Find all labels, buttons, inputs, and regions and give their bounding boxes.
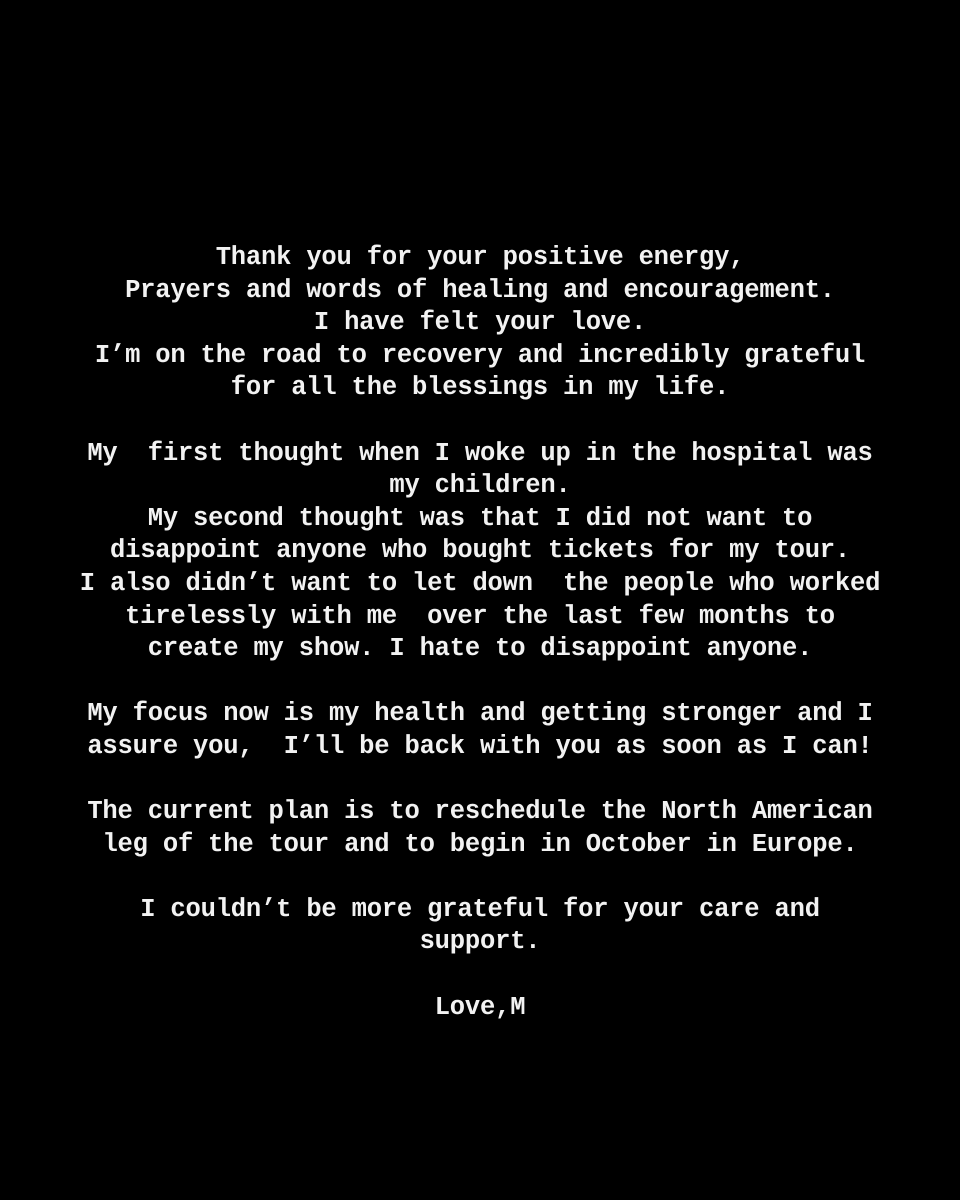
paragraph-focus: [0, 698, 960, 763]
text-line: The current plan is to reschedule the North American: [87, 797, 873, 827]
paragraph-gratitude: [0, 894, 960, 959]
paragraph-hospital: [0, 438, 960, 666]
statement-text: [0, 242, 960, 1057]
text-line: I’m on the road to recovery and incredibly grateful: [94, 340, 866, 370]
signature-text: Love,M: [434, 992, 526, 1022]
text-line: My first thought when I woke up in the hospital was: [87, 438, 873, 468]
text-line: I couldn’t be more grateful for your care and: [140, 894, 820, 924]
text-line: My second thought was that I did not want to: [147, 503, 813, 533]
text-line: Thank you for your positive energy,: [215, 243, 745, 272]
text-line: disappoint anyone who bought tickets for my tour.: [109, 536, 851, 566]
text-line: for all the blessings in my life.: [230, 373, 730, 403]
signature: [0, 992, 960, 1025]
text-line: create my show. I hate to disappoint anyone.: [147, 634, 813, 664]
text-line: I also didn’t want to let down the people who worked: [79, 568, 881, 598]
paragraph-thanks: [0, 242, 960, 405]
text-line: Prayers and words of healing and encouragement.: [125, 275, 835, 305]
text-line: assure you, I’ll be back with you as soon as I can!: [87, 731, 873, 761]
paragraph-tour-plan: [0, 796, 960, 861]
text-line: My focus now is my health and getting stronger and I: [87, 699, 873, 729]
text-line: leg of the tour and to begin in October in Europe.: [102, 829, 858, 859]
text-line: I have felt your love.: [313, 308, 647, 338]
text-line: my children.: [389, 471, 571, 501]
text-line: tirelessly with me over the last few months to: [125, 601, 835, 631]
text-line: support.: [419, 927, 541, 957]
